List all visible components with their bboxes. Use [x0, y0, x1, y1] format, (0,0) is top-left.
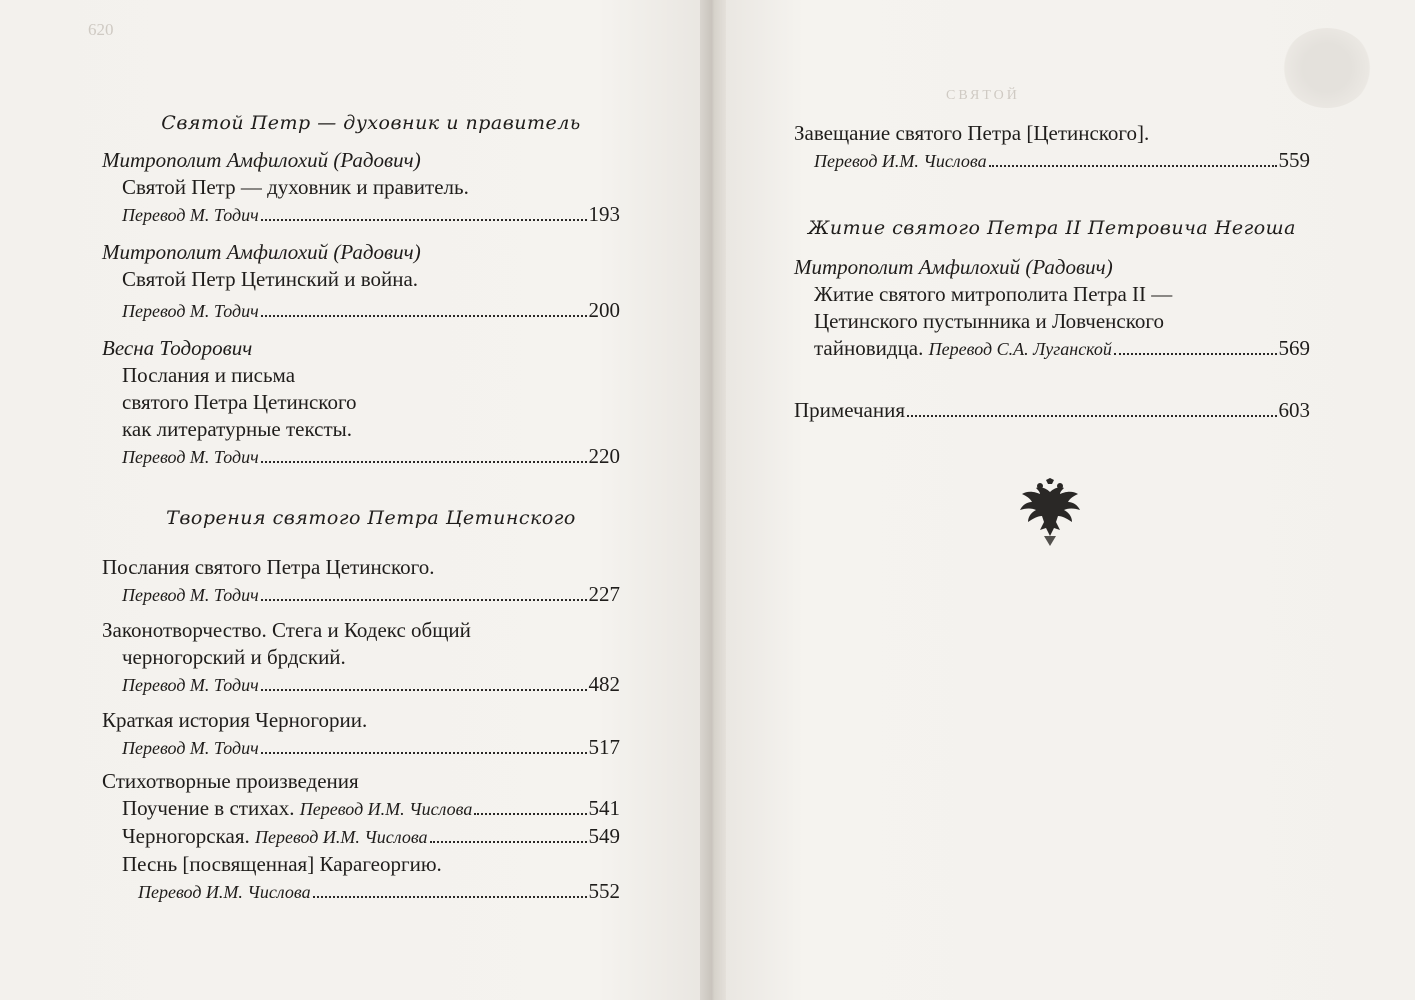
section-heading: Святой Петр — духовник и правитель: [161, 112, 581, 134]
entry-title-line: черногорский и брдский.: [122, 645, 346, 669]
dot-leader: [261, 314, 587, 317]
author: Весна Тодорович: [102, 336, 253, 360]
entry-title-line: Законотворчество. Стега и Кодекс общий: [102, 618, 471, 642]
section-heading: Житие святого Петра II Петровича Негоша: [808, 217, 1296, 239]
entry-title: Краткая история Черногории.: [102, 708, 368, 732]
entry-line: [122, 878, 620, 906]
page-number: 227: [588, 582, 620, 606]
entry-title: Черногорская.: [122, 824, 250, 848]
entry-title: Завещание святого Петра [Цетинского].: [794, 121, 1150, 145]
entry-title-line: тайновидца.: [814, 336, 924, 360]
toc-entry[interactable]: [102, 707, 620, 762]
page-number: 549: [588, 824, 620, 848]
page-number: 552: [588, 879, 620, 903]
author: Митрополит Амфилохий (Радович): [102, 148, 421, 172]
right-toc: [794, 120, 1310, 424]
entry-title: Святой Петр Цетинский и война.: [122, 267, 419, 291]
dot-leader: [261, 598, 587, 601]
entry-line: [102, 581, 620, 609]
toc-entry[interactable]: [102, 266, 620, 325]
show-through-header: СВЯТОЙ: [946, 88, 1020, 103]
toc-entry[interactable]: [102, 362, 620, 471]
translator: Перевод М. Тодич: [122, 205, 259, 225]
toc-entry[interactable]: [102, 554, 620, 609]
entry-line: [102, 734, 620, 762]
dot-leader: [313, 895, 587, 898]
dot-leader: [989, 164, 1277, 167]
dot-leader: [261, 218, 587, 221]
entry-line: [102, 671, 620, 699]
page-number: 541: [588, 796, 620, 820]
translator: Перевод М. Тодич: [122, 447, 259, 467]
translator: Перевод М. Тодич: [122, 301, 259, 321]
entry-title: Поучение в стихах.: [122, 796, 295, 820]
page-number: 193: [588, 202, 620, 226]
toc-entry[interactable]: [102, 823, 620, 851]
author: Митрополит Амфилохий (Радович): [102, 240, 421, 264]
page-number: 200: [588, 298, 620, 322]
show-through-medallion: [1282, 28, 1372, 108]
translator: Перевод М. Тодич: [122, 675, 259, 695]
entry-title-line: святого Петра Цетинского: [122, 390, 357, 414]
dot-leader: [430, 840, 587, 843]
translator: Перевод И.М. Числова: [814, 151, 987, 171]
double-headed-eagle-icon: [1018, 478, 1082, 548]
entry-title-line: Цетинского пустынника и Ловченского: [814, 309, 1164, 333]
entry-line: [814, 335, 1310, 363]
show-through-page-number: 620: [88, 20, 114, 39]
translator: Перевод И.М. Числова: [138, 882, 311, 902]
toc-entry[interactable]: [102, 174, 620, 229]
toc-entry[interactable]: [102, 851, 620, 906]
dot-leader: [261, 460, 587, 463]
entry-title-line: как литературные тексты.: [122, 417, 353, 441]
section-heading: Творения святого Петра Цетинского: [166, 507, 576, 529]
dot-leader: [261, 751, 587, 754]
toc-entry-group: [102, 768, 620, 906]
translator: Перевод И.М. Числова: [254, 827, 428, 847]
entry-title: Стихотворные произведения: [102, 769, 359, 793]
entry-title: Примечания: [794, 398, 906, 422]
author: Митрополит Амфилохий (Радович): [794, 255, 1113, 279]
translator: Перевод М. Тодич: [122, 585, 259, 605]
dot-leader: [907, 414, 1276, 417]
dot-leader: [474, 812, 586, 815]
page-number: 517: [588, 735, 620, 759]
entry-line: [122, 443, 620, 471]
toc-entry[interactable]: [794, 397, 1310, 424]
toc-entry[interactable]: [102, 795, 620, 823]
page-number: 559: [1278, 148, 1310, 172]
toc-entry[interactable]: [794, 281, 1310, 363]
page-number: 603: [1278, 398, 1310, 422]
entry-line: [122, 201, 620, 229]
dot-leader: [1114, 352, 1277, 355]
entry-line: [122, 297, 620, 325]
entry-title: Святой Петр — духовник и правитель.: [122, 175, 469, 199]
entry-title-line: Послания и письма: [122, 363, 296, 387]
toc-entry[interactable]: [794, 120, 1310, 175]
left-toc: [102, 110, 620, 906]
entry-title-line: Житие святого митрополита Петра II —: [814, 282, 1173, 306]
entry-title: Песнь [посвященная] Карагеоргию.: [122, 852, 442, 876]
entry-title: Послания святого Петра Цетинского.: [102, 555, 435, 579]
page-number: 220: [588, 444, 620, 468]
translator: Перевод М. Тодич: [122, 738, 259, 758]
book-gutter: [700, 0, 726, 1000]
entry-line: [794, 147, 1310, 175]
dot-leader: [261, 688, 587, 691]
toc-entry[interactable]: [102, 617, 620, 699]
translator: Перевод С.А. Луганской: [928, 339, 1112, 359]
translator: Перевод И.М. Числова: [299, 799, 473, 819]
page-number: 482: [588, 672, 620, 696]
page-number: 569: [1278, 336, 1310, 360]
